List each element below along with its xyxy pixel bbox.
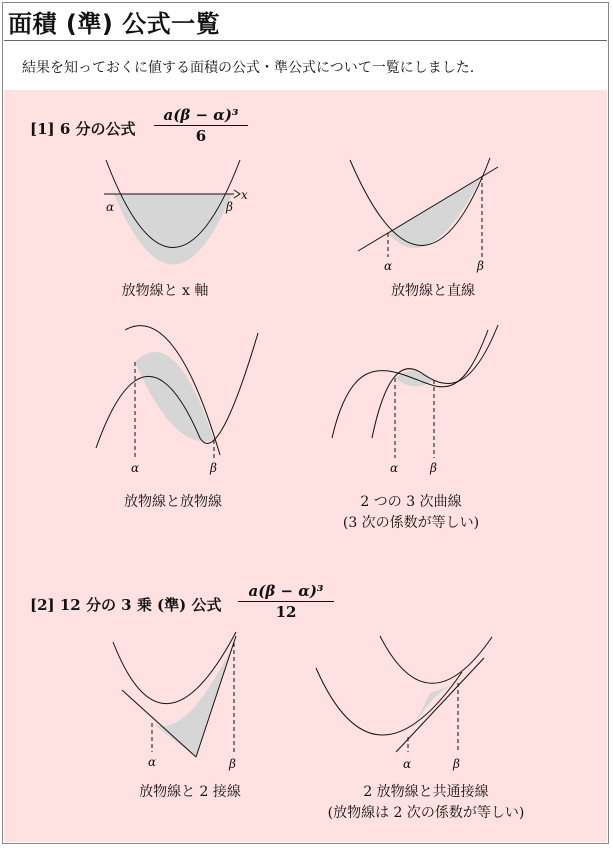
fig6-beta-label: β <box>453 757 460 771</box>
page-title: 面積 (準) 公式一覧 <box>8 10 221 38</box>
fig1-x-label: x <box>241 188 248 202</box>
caption-two-parabolas-line1: 2 放物線と共通接線 <box>363 784 489 800</box>
fig2-alpha-label: α <box>384 259 393 273</box>
fig6-common-tangent <box>396 658 484 752</box>
section2-title: [2] 12 分の 3 乗 (準) 公式 <box>30 596 222 614</box>
section2-formula-numerator: a(β − α)³ <box>238 582 334 602</box>
fig4-beta-label: β <box>430 461 437 475</box>
fig4-alpha-label: α <box>390 461 399 475</box>
caption-two-cubics-line1: 2 つの 3 次曲線 <box>360 494 462 510</box>
caption-two-cubics-line2: (3 次の係数が等しい) <box>342 515 480 531</box>
fig3-alpha-label: α <box>131 461 140 475</box>
section1-title: [1] 6 分の公式 <box>30 120 136 138</box>
fig2-beta-label: β <box>477 259 484 273</box>
caption-parabola-parabola: 放物線と放物線 <box>124 494 222 510</box>
fig6-shaded-region <box>408 683 458 737</box>
section1-formula-numerator: a(β − α)³ <box>154 106 248 126</box>
fig6-alpha-label: α <box>403 757 412 771</box>
fig5-beta-label: β <box>229 757 236 771</box>
caption-parabola-line: 放物線と直線 <box>391 283 475 299</box>
caption-two-parabolas-common-tangent <box>328 782 525 824</box>
caption-parabola-two-tangents: 放物線と 2 接線 <box>139 784 241 800</box>
intro-text: 結果を知っておくに値する面積の公式・準公式について一覧にしました. <box>22 60 475 76</box>
caption-two-parabolas-line2: (放物線は 2 次の係数が等しい) <box>327 805 525 821</box>
fig5-alpha-label: α <box>148 755 157 769</box>
section1-formula-denominator: 6 <box>195 127 207 145</box>
fig1-alpha-label: α <box>106 200 115 214</box>
fig3-beta-label: β <box>210 461 217 475</box>
caption-parabola-x-axis: 放物線と x 軸 <box>121 283 209 299</box>
fig1-beta-label: β <box>226 200 233 214</box>
section2-formula-denominator: 12 <box>275 603 297 621</box>
fig6-parabola-left <box>316 668 462 735</box>
fig6-parabola-right <box>380 636 492 683</box>
